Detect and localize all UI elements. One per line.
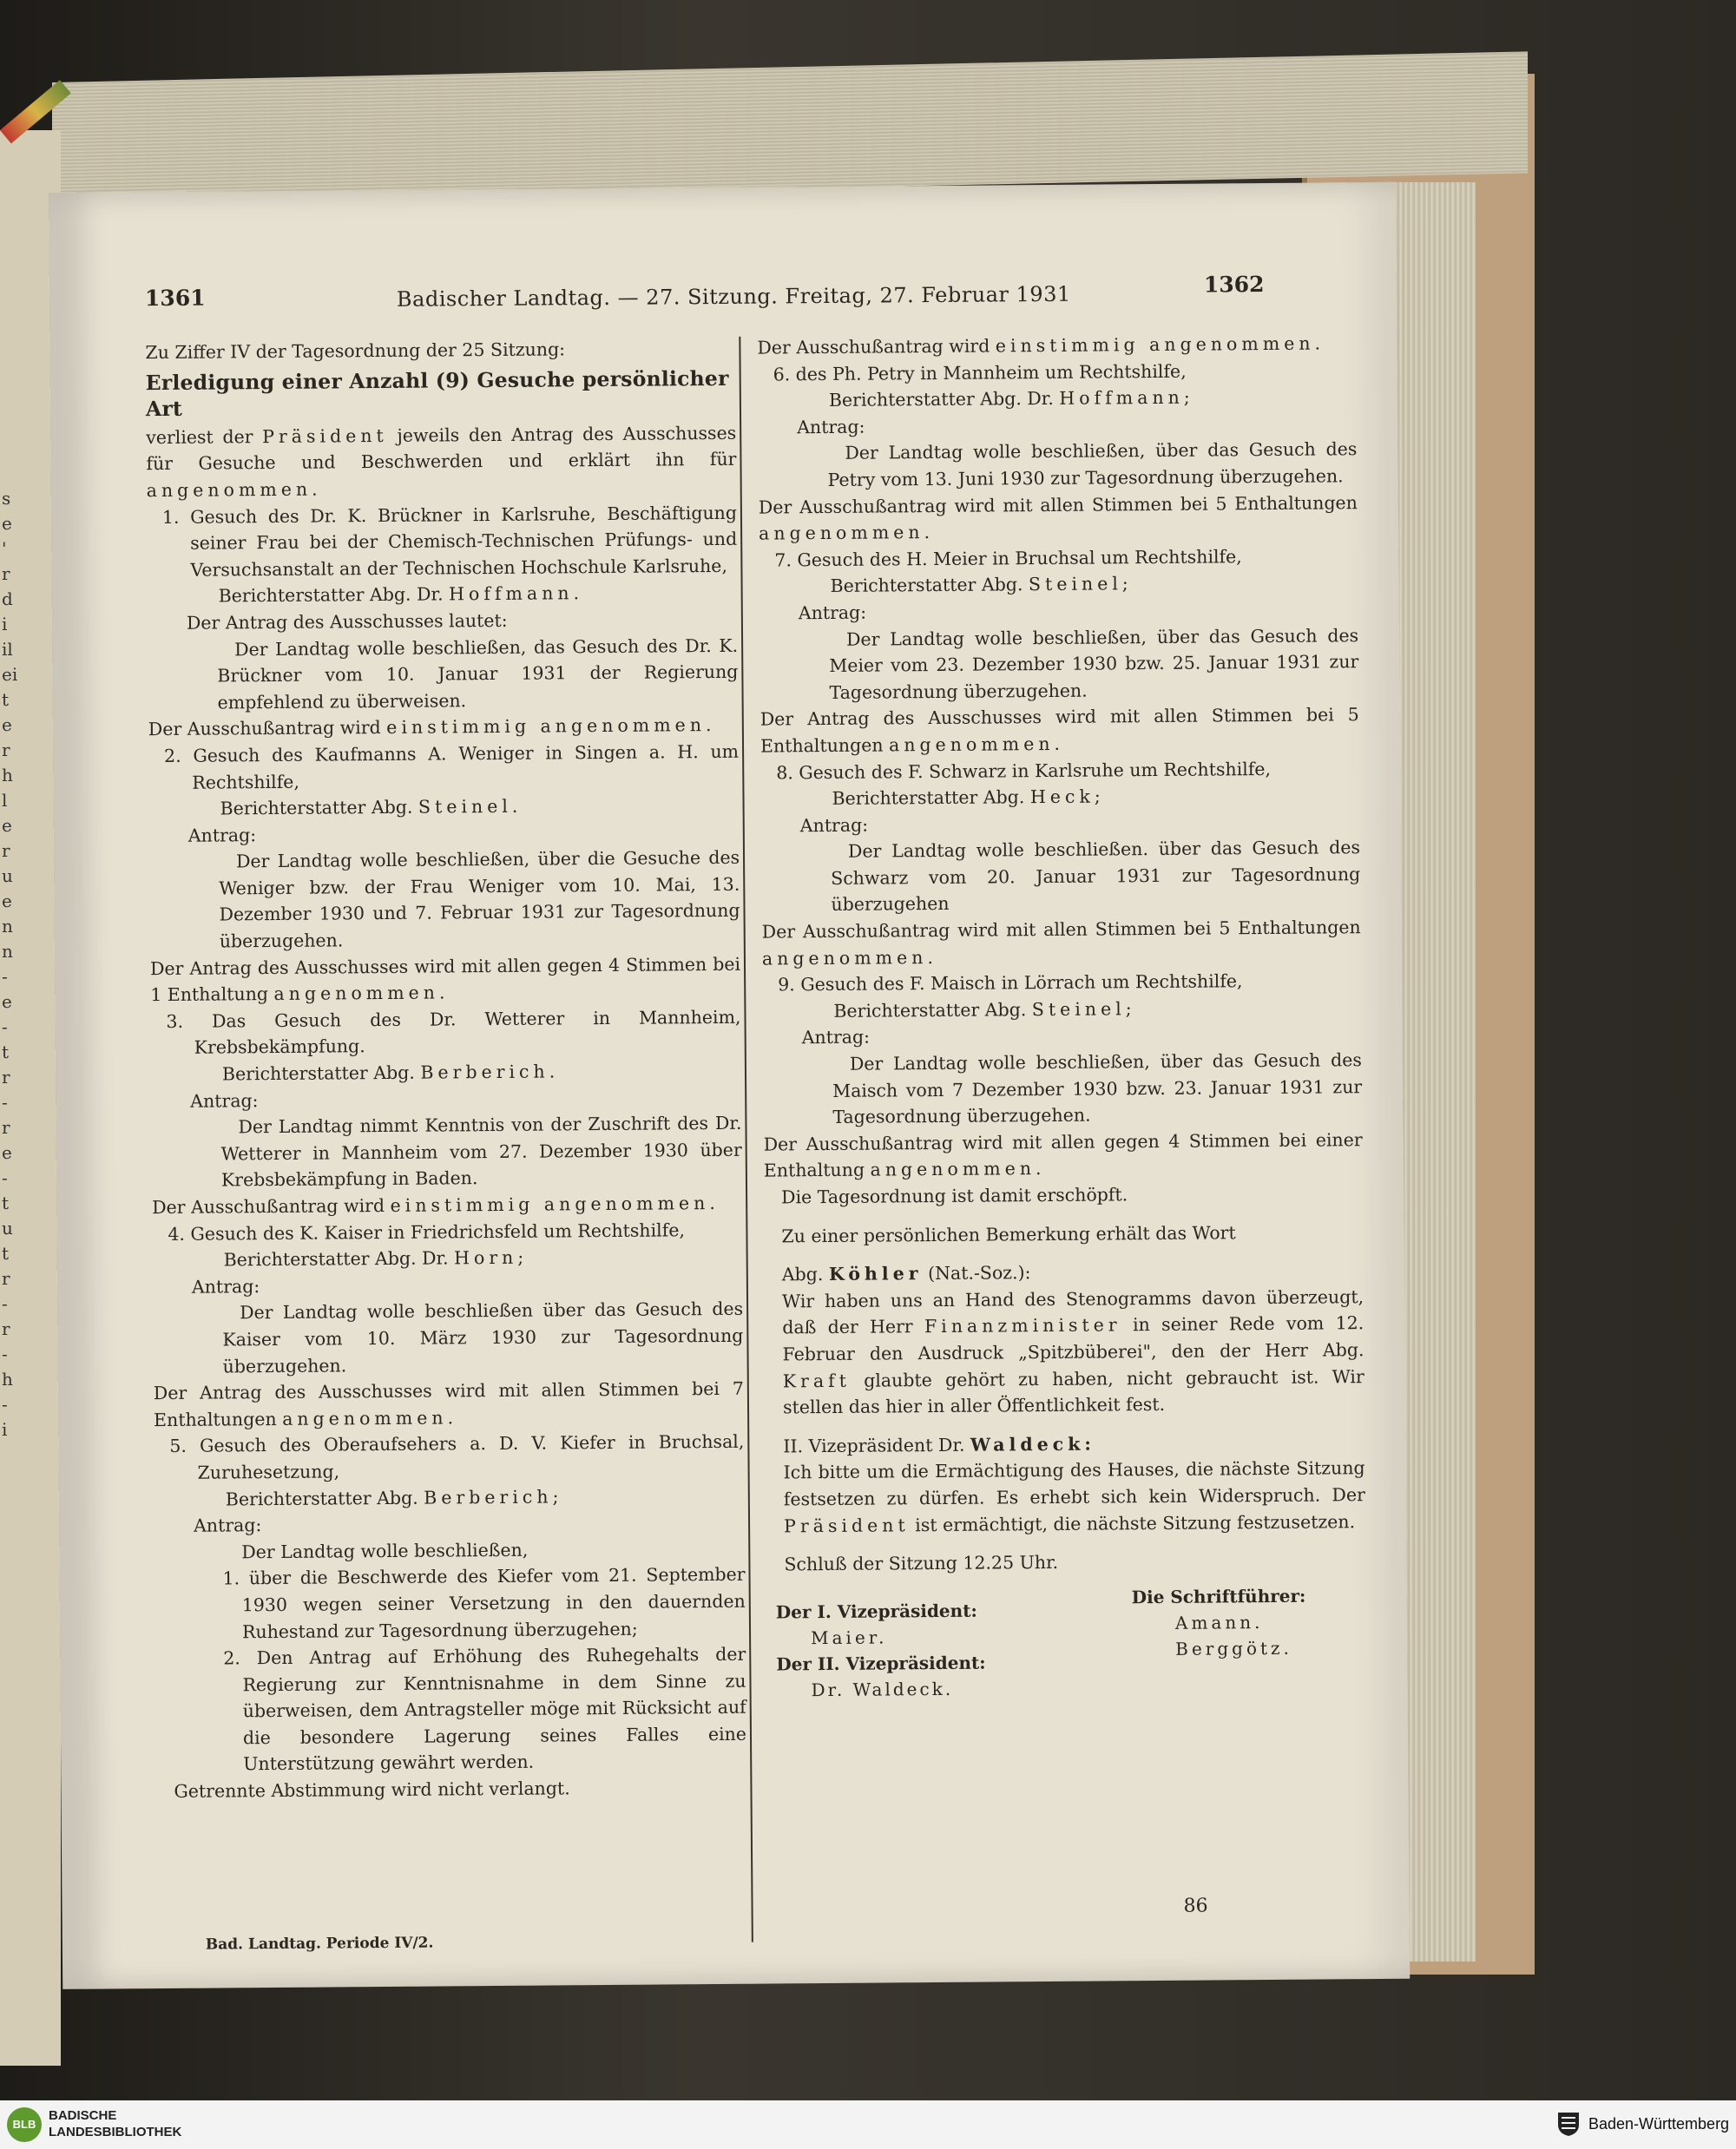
motion-text-2: Der Landtag wolle beschließen, über die Gesuche des Weniger bzw. der Frau Weniger vom 10. Mai, 13. Dezember 1930 und 7. Februar 1931 zur Tagesordnung überzugehen. xyxy=(219,847,740,952)
motion-text-3: Der Landtag nimmt Kenntnis von der Zuschrift des Dr. Wetterer in Mannheim vom 27. Dezember 1930 über Krebsbekämpfung in Baden. xyxy=(220,1112,742,1191)
motion-label-3: Antrag: xyxy=(190,1089,259,1112)
petition-item-5: 5. Gesuch des Oberaufsehers a. D. V. Kiefer in Bruchsal, Zuruhesetzung, xyxy=(169,1431,745,1483)
motion-label-7: Antrag: xyxy=(798,601,867,624)
petition-item-7: 7. Gesuch des H. Meier in Bruchsal um Rechtshilfe, xyxy=(774,545,1242,571)
result-6: Der Ausschußantrag wird mit allen Stimmen bei 5 Enthaltungen angenommen. xyxy=(758,491,1358,544)
result-4: Der Antrag des Ausschusses wird mit allen Stimmen bei 7 Enthaltungen angenommen. xyxy=(153,1377,744,1430)
motion-text-1: Der Landtag wolle beschließen, das Gesuch des Dr. K. Brückner vom 10. Januar 1931 der Regierung empfehlend zu überweisen. xyxy=(217,634,739,713)
speech-koehler: Wir haben uns an Hand des Stenogramms davon überzeugt, daß der Herr Finanzminister in seiner Rede vom 12. Februar den Ausdruck „Spitzbüberei", den der Herr Abg. Kraft glaubte gehört zu haben, nicht gebraucht ist. Wir stellen das hier in aller Öffentlichkeit fest. xyxy=(781,1285,1364,1418)
motion-text-7: Der Landtag wolle beschließen, über das Gesuch des Meier vom 23. Dezember 1930 bzw. 25. Januar 1931 zur Tagesordnung überzugehen. xyxy=(829,624,1359,703)
vice-president-1-name: Maier. xyxy=(811,1627,888,1648)
rapporteur-1: Berichterstatter Abg. Dr. Hoffmann. xyxy=(218,582,584,607)
secretaries-label: Die Schriftführer: xyxy=(1131,1585,1306,1607)
result-7: Der Antrag des Ausschusses wird mit allen Stimmen bei 5 Enthaltungen angenommen. xyxy=(760,704,1359,757)
footer-publication-note: Bad. Landtag. Periode IV/2. xyxy=(205,1934,434,1954)
blb-logo-icon: BLB xyxy=(7,2107,42,2142)
motion-label-8: Antrag: xyxy=(799,814,869,836)
result-2: Der Antrag des Ausschusses wird mit allen gegen 4 Stimmen bei 1 Enthaltung angenommen. xyxy=(149,953,741,1006)
petition-item-6: 6. des Ph. Petry in Mannheim um Rechtshilfe, xyxy=(773,360,1187,385)
speech-waldeck: Ich bitte um die Ermächtigung des Hauses, die nächste Sitzung festsetzen zu dürfen. Es erhebt sich kein Widerspruch. Der Präsident ist ermächtigt, die nächste Sitzung festzusetzen. xyxy=(783,1457,1365,1536)
section-heading: Erledigung einer Anzahl (9) Gesuche persönlicher Art xyxy=(145,365,729,422)
motion-text-5: Der Landtag wolle beschließen, xyxy=(241,1539,529,1563)
motion-label-6: Antrag: xyxy=(797,416,865,438)
petition-item-8: 8. Gesuch des F. Schwarz in Karlsruhe um Rechtshilfe, xyxy=(776,758,1272,783)
petition-item-3: 3. Das Gesuch des Dr. Wetterer in Mannheim, Krebsbekämpfung. xyxy=(166,1006,741,1059)
motion-label-1: Der Antrag des Ausschusses lautet: xyxy=(186,609,508,634)
motion-label-2: Antrag: xyxy=(187,824,257,846)
vice-president-2-label: Der II. Vizepräsident: xyxy=(776,1652,986,1675)
rapporteur-7: Berichterstatter Abg. Steinel; xyxy=(830,573,1133,597)
motion-label-9: Antrag: xyxy=(801,1027,871,1048)
previous-page-letters: s e ' r d i il ei t e r h l e r u e n n - e - t r - r e - t u t r - r - h - i xyxy=(2,488,18,1440)
motion-text-8: Der Landtag wolle beschließen. über das Gesuch des Schwarz vom 20. Januar 1931 zur Tagesordnung überzugehen xyxy=(831,837,1361,916)
session-closing: Schluß der Sitzung 12.25 Uhr. xyxy=(784,1552,1059,1575)
motion-text-5-sub-2: 2. Den Antrag auf Erhöhung des Ruhegehalts der Regierung zur Kenntnisnahme in dem Sinne zu überweisen, dem Antragsteller möge mit Rücksicht auf die besondere Lagerung seines Falles eine Unterstützung gewährt werden. xyxy=(223,1643,747,1775)
rapporteur-2: Berichterstatter Abg. Steinel. xyxy=(220,795,523,819)
motion-text-5-sub-1: 1. über die Beschwerde des Kiefer vom 21. September 1930 wegen seiner Versetzung in den dauernden Ruhestand zur Tagesordnung überzugehen; xyxy=(222,1564,746,1642)
speaker-waldeck: II. Vizepräsident Dr. Waldeck: xyxy=(783,1433,1096,1457)
motion-text-9: Der Landtag wolle beschließen, über das Gesuch des Maisch vom 7 Dezember 1930 bzw. 23. Januar 1931 zur Tagesordnung überzugehen. xyxy=(832,1049,1363,1128)
page-number-right: 1362 xyxy=(1203,272,1265,298)
signature-block xyxy=(767,1582,1367,1700)
running-title: Badischer Landtag. — 27. Sitzung. Freitag, 27. Februar 1931 xyxy=(396,281,1071,312)
footer-sheet-number: 86 xyxy=(1183,1895,1208,1917)
rapporteur-5: Berichterstatter Abg. Berberich; xyxy=(225,1485,563,1509)
petition-item-2: 2. Gesuch des Kaufmanns A. Weniger in Singen a. H. um Rechtshilfe, xyxy=(164,740,740,793)
page-header xyxy=(144,272,1273,320)
petition-item-4: 4. Gesuch des K. Kaiser in Friedrichsfeld um Rechtshilfe, xyxy=(168,1219,686,1245)
rapporteur-4: Berichterstatter Abg. Dr. Horn; xyxy=(223,1246,529,1271)
library-branding-bar xyxy=(0,2100,1736,2149)
motion-label-4: Antrag: xyxy=(191,1275,260,1298)
rapporteur-8: Berichterstatter Abg. Heck; xyxy=(832,785,1105,810)
result-8: Der Ausschußantrag wird mit allen Stimmen bei 5 Enthaltungen angenommen. xyxy=(761,917,1361,969)
secretary-2-name: Berggötz. xyxy=(1175,1637,1292,1659)
petition-item-1: 1. Gesuch des Dr. K. Brückner in Karlsruhe, Beschäftigung seiner Frau bei der Chemisch-Technischen Prüfungs- und Versuchsanstalt an der Technischen Hochschule Karlsruhe, xyxy=(161,502,738,581)
speaker-koehler: Abg. Köhler (Nat.-Soz.): xyxy=(781,1262,1031,1285)
state-name: Baden-Württemberg xyxy=(1588,2115,1730,2133)
vice-president-2-name: Dr. Waldeck. xyxy=(811,1678,954,1700)
separate-vote-note: Getrennte Abstimmung wird nicht verlangt. xyxy=(174,1778,570,1802)
secretary-1-name: Amann. xyxy=(1174,1611,1264,1633)
intro-line: Zu Ziffer IV der Tagesordnung der 25 Sitzung: xyxy=(145,338,566,364)
motion-label-5: Antrag: xyxy=(193,1515,262,1536)
state-coat-of-arms-icon xyxy=(1556,2111,1581,2137)
document-page xyxy=(49,182,1410,1989)
result-3: Der Ausschußantrag wird einstimmig angenommen. xyxy=(152,1192,720,1219)
intro-paragraph: verliest der Präsident jeweils den Antrag des Ausschusses für Gesuche und Beschwerden und erklärt ihn für angenommen. xyxy=(146,422,737,502)
rapporteur-6: Berichterstatter Abg. Dr. Hoffmann; xyxy=(828,386,1194,411)
agenda-exhausted: Die Tagesordnung ist damit erschöpft. xyxy=(781,1184,1128,1208)
result-9: Der Ausschußantrag wird mit allen gegen 4 Stimmen bei einer Enthaltung angenommen. xyxy=(763,1128,1363,1181)
result-1: Der Ausschußantrag wird einstimmig angenommen. xyxy=(148,714,716,740)
vice-president-1-label: Der I. Vizepräsident: xyxy=(775,1600,977,1623)
rapporteur-3: Berichterstatter Abg. Berberich. xyxy=(221,1061,560,1085)
right-column xyxy=(757,330,1366,1700)
left-column xyxy=(145,335,746,1805)
petition-item-9: 9. Gesuch des F. Maisch in Lörrach um Rechtshilfe, xyxy=(778,970,1243,996)
motion-text-6: Der Landtag wolle beschließen, über das Gesuch des Petry vom 13. Juni 1930 zur Tagesordnung überzugehen. xyxy=(827,438,1358,490)
result-5: Der Ausschußantrag wird einstimmig angenommen. xyxy=(757,332,1325,358)
library-name: BADISCHE LANDESBIBLIOTHEK xyxy=(49,2108,182,2139)
motion-text-4: Der Landtag wolle beschließen über das Gesuch des Kaiser vom 10. März 1930 zur Tagesordnung überzugehen. xyxy=(222,1298,744,1377)
page-number-left: 1361 xyxy=(144,285,206,312)
personal-remark-intro: Zu einer persönlichen Bemerkung erhält das Wort xyxy=(781,1221,1236,1246)
rapporteur-9: Berichterstatter Abg. Steinel; xyxy=(833,998,1136,1022)
